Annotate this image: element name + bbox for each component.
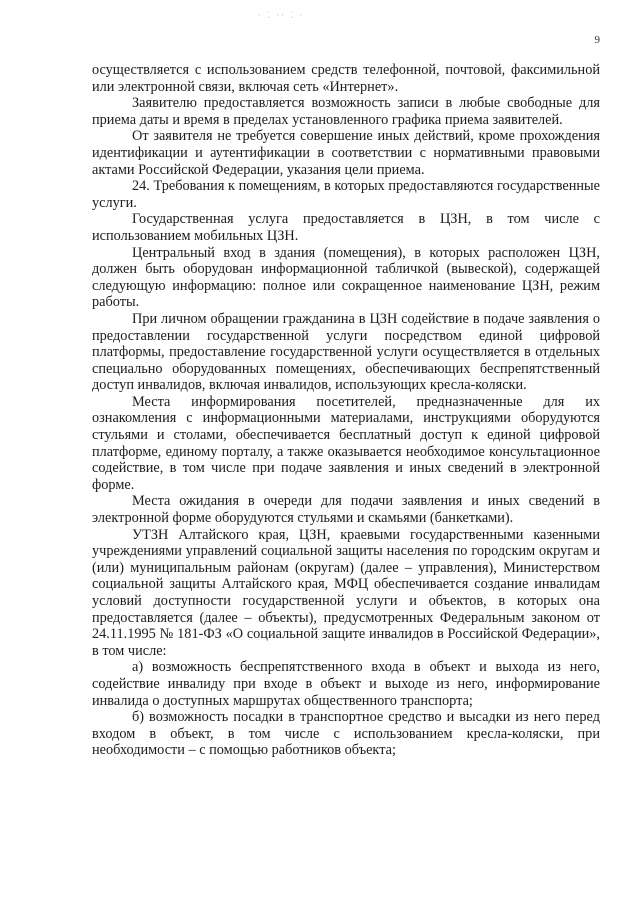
- paragraph-central-entrance: Центральный вход в здания (помещения), в которых расположен ЦЗН, должен быть оборудован информационной табличкой (вывеской), содержащей следующую информацию: полное или сокращенное наименование ЦЗН, режим работы.: [92, 244, 600, 311]
- paragraph-personal-visit: При личном обращении гражданина в ЦЗН содействие в подаче заявления о предоставлении государственной услуги посредством единой цифровой платформы, предоставление государственной услуги осуществляется в отдельных специально оборудованных помещениях, обеспечивающих беспрепятственный доступ инвалидов, включая инвалидов, использующих кресла-коляски.: [92, 310, 600, 394]
- list-item-b: б) возможность посадки в транспортное средство и высадки из него перед входом в объект, в том числе с использованием кресла-коляски, при необходимости – с помощью работников объекта;: [92, 709, 600, 759]
- section-heading-24: 24. Требования к помещениям, в которых предоставляются государственные услуги.: [92, 178, 600, 211]
- list-item-a: а) возможность беспрепятственного входа в объект и выхода из него, содействие инвалиду при входе в объект и выходе из него, информирование инвалида о доступных маршрутах общественного транспорта;: [92, 659, 600, 709]
- document-body: [92, 62, 600, 759]
- paragraph-accessibility: УТЗН Алтайского края, ЦЗН, краевыми государственными казенными учреждениями управлений социальной защиты населения по городским округам и (или) муниципальным районам (округам) (далее – управления), Министерством социальной защиты Алтайского края, МФЦ обеспечивается создание инвалидам условий доступности государственной услуги и объектов, в которых она предоставляется (далее – объекты), предусмотренных Федеральным законом от 24.11.1995 № 181-ФЗ «О социальной защите инвалидов в Российской Федерации», в том числе:: [92, 526, 600, 659]
- paragraph-service-location: Государственная услуга предоставляется в ЦЗН, в том числе с использованием мобильных ЦЗН.: [92, 211, 600, 244]
- faint-stamp-mark: ‧ ⁚ ‧‧ ⁚ ‧: [258, 10, 305, 20]
- paragraph-no-other-actions: От заявителя не требуется совершение иных действий, кроме прохождения идентификации и аутентификации в соответствии с нормативными правовыми актами Российской Федерации, указания цели приема.: [92, 128, 600, 178]
- paragraph-appointment-booking: Заявителю предоставляется возможность записи в любые свободные для приема даты и время в пределах установленного графика приема заявителей.: [92, 95, 600, 128]
- paragraph-waiting-places: Места ожидания в очереди для подачи заявления и иных сведений в электронной форме оборудуются стульями и скамьями (банкетками).: [92, 493, 600, 527]
- paragraph-information-places: Места информирования посетителей, предназначенные для их ознакомления с информационными материалами, инструкциями оборудуются стульями и столами, обеспечивается бесплатный доступ к единой цифровой платформе, единому порталу, а также оказывается необходимое консультационное содействие, в том числе при подаче заявления и иных сведений в электронной форме.: [92, 393, 600, 493]
- paragraph-continuation: осуществляется с использованием средств телефонной, почтовой, факсимильной или электронной связи, включая сеть «Интернет».: [92, 62, 600, 95]
- page-number: 9: [594, 34, 600, 46]
